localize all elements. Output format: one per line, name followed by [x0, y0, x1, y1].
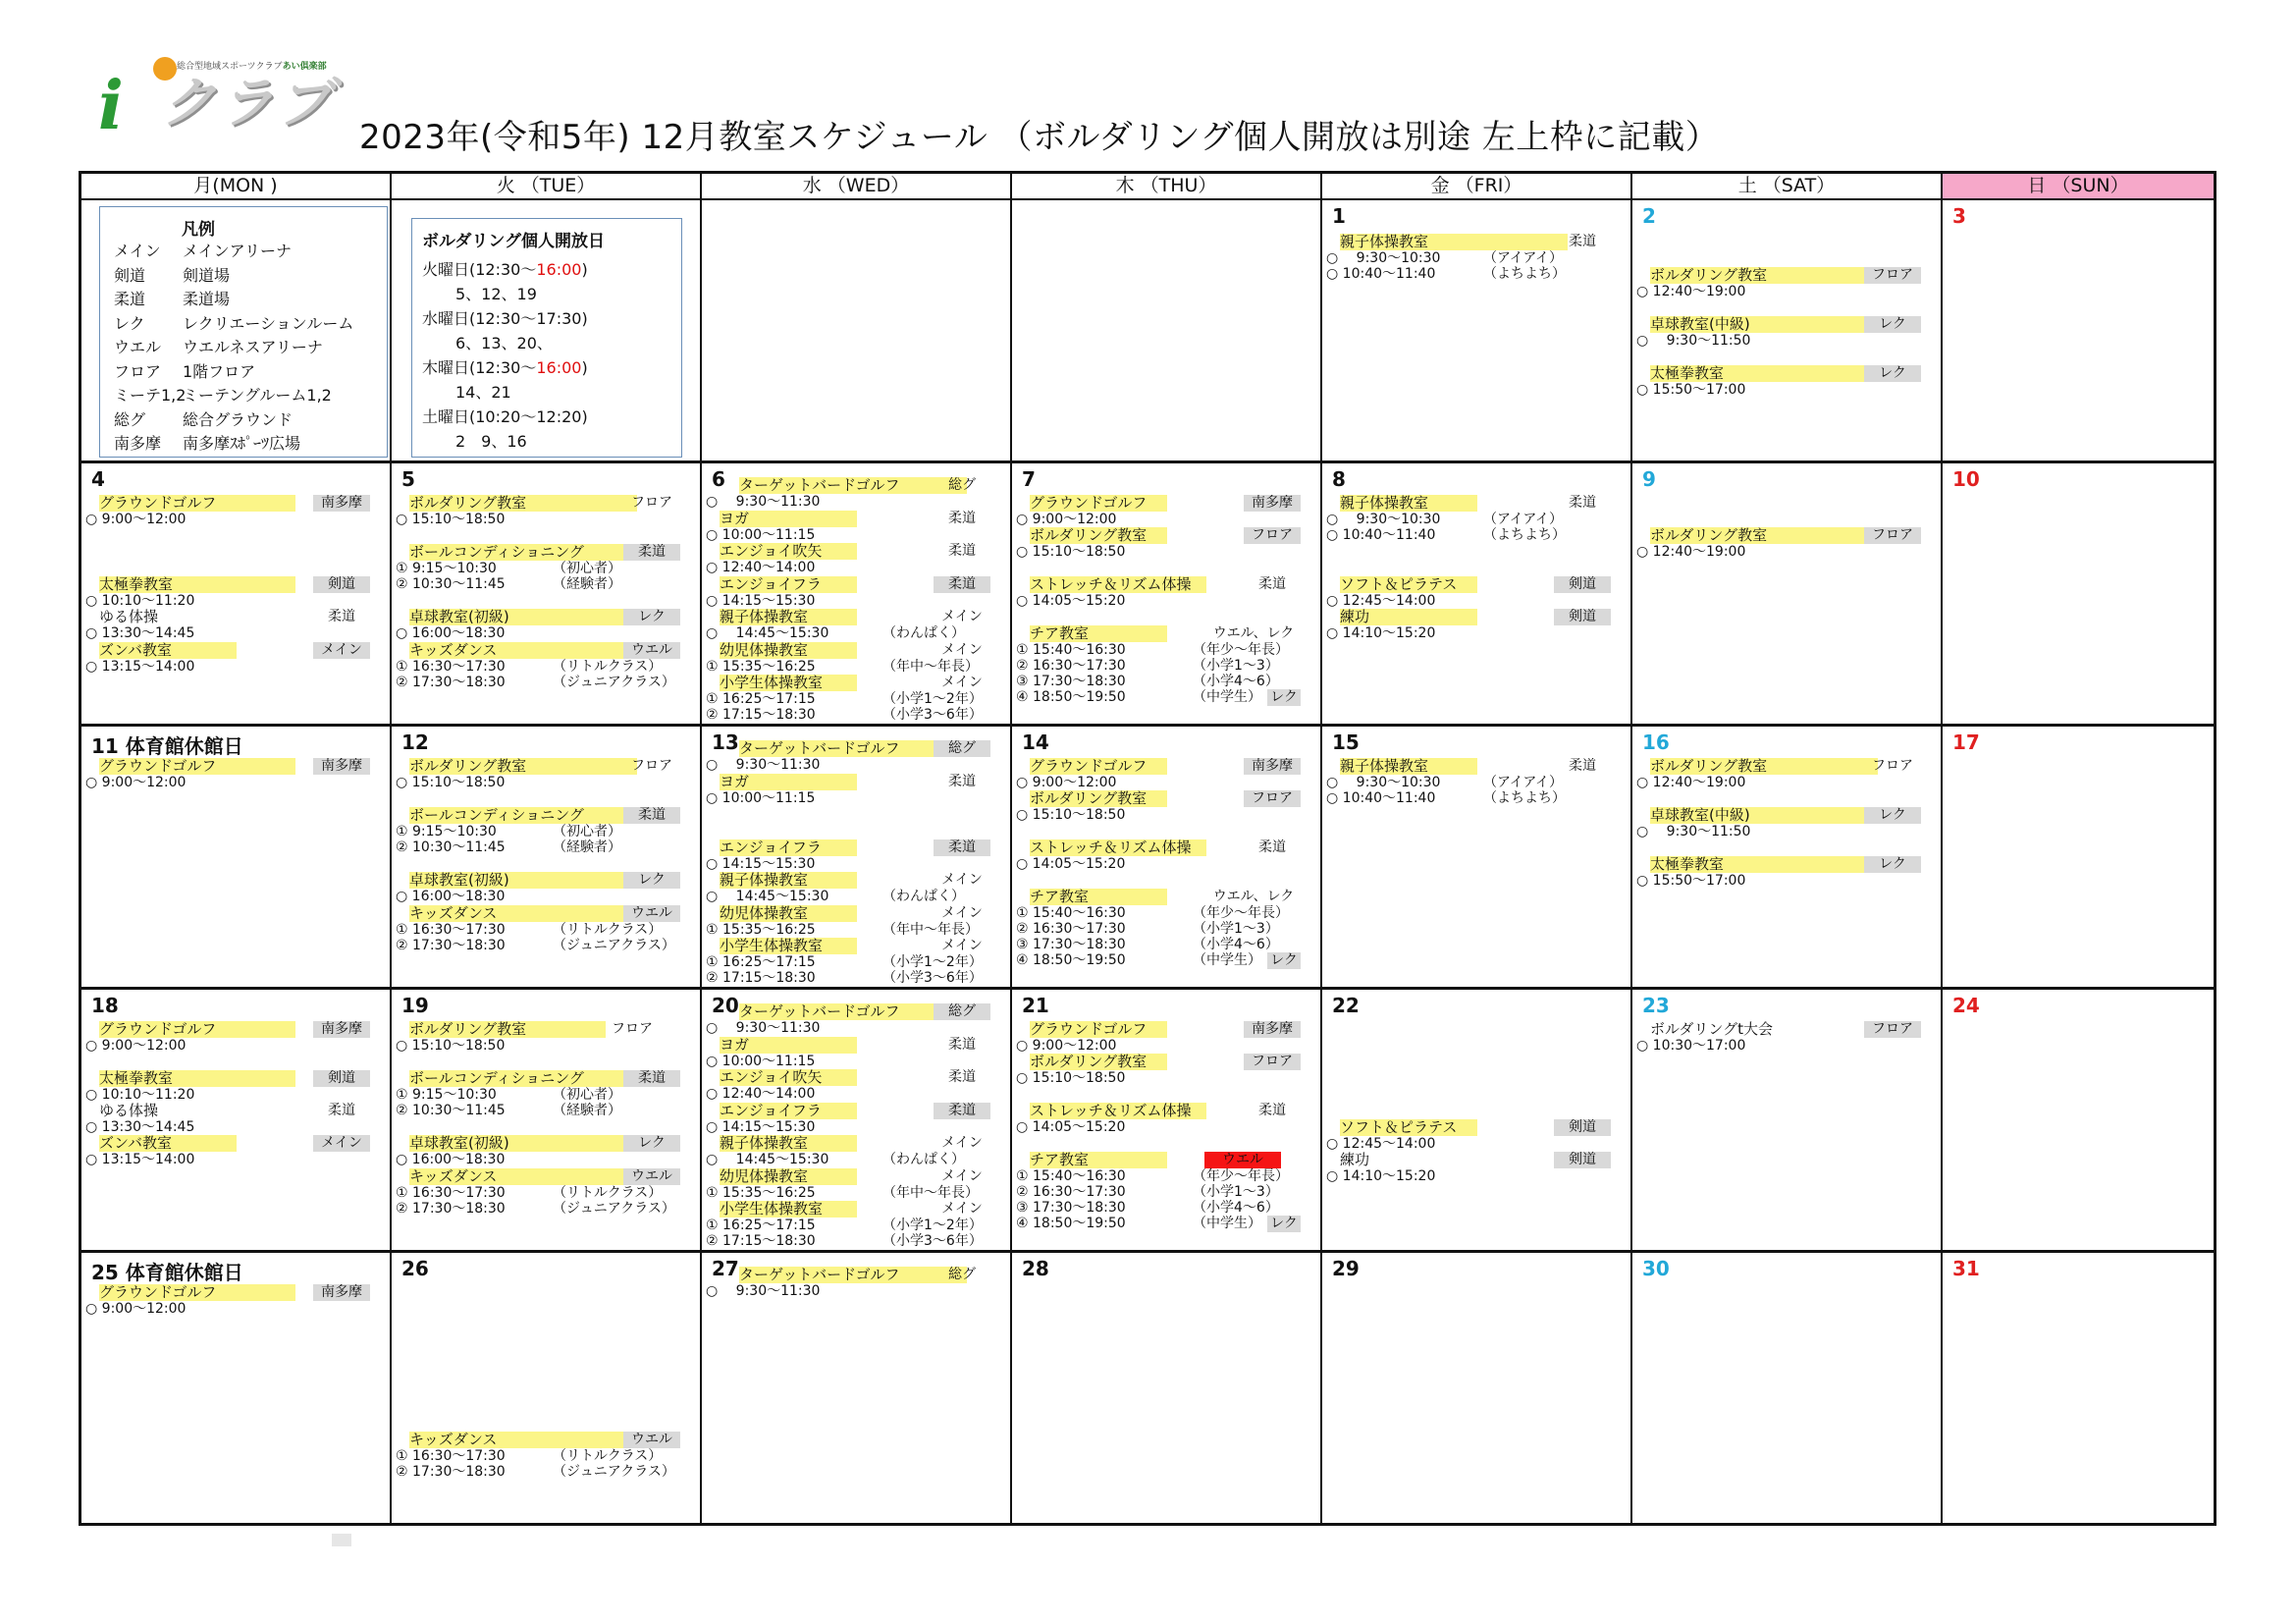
event-row: エンジョイフラ 柔道	[702, 576, 1010, 593]
logo-tagline: 総合型地域スポーツクラブあい倶楽部	[177, 62, 327, 72]
event-time: ○ 13:15～14:00	[85, 659, 195, 675]
event-time: ○ 9:00～12:00	[1016, 775, 1117, 790]
event-time: ② 10:30～11:45 （経験者）	[396, 1103, 621, 1118]
bouldering-dates: 6、13、20、	[455, 334, 553, 352]
event-time: ④ 18:50～19:50 （中学生）	[1016, 689, 1261, 705]
event-row: チア教室 ウエル	[1012, 1152, 1320, 1168]
day-cell	[1012, 1253, 1322, 1523]
event-time: ④ 18:50～19:50 （中学生）	[1016, 952, 1261, 968]
cell-empty	[1012, 200, 1322, 463]
event-row: 幼児体操教室 メイン	[720, 905, 983, 922]
event-row: 太極拳教室 レク	[1632, 365, 1941, 382]
event-row: 卓球教室(初級) レク	[392, 872, 700, 889]
page-title: 2023年(令和5年) 12月教室スケジュール （ボルダリング個人開放は別途 左上枠に記載）	[359, 118, 1720, 157]
event-time: ○ 15:50～17:00	[1636, 382, 1746, 398]
event-time: ② 16:30～17:30 （小学1～3）	[1016, 658, 1279, 674]
event-time: ○ 15:10～18:50	[1016, 1070, 1126, 1086]
day-number: 4	[91, 467, 105, 491]
event-time: ○ 9:30～11:30	[706, 1020, 821, 1036]
event-row: ターゲットバードゴルフ 総グ	[739, 477, 976, 494]
event-row: エンジョイフラ 柔道	[702, 1103, 1010, 1119]
day-number: 26	[401, 1257, 429, 1280]
event-time: ○ 9:30～10:30 （アイアイ）	[1326, 250, 1564, 266]
event-time: ○ 12:40～19:00	[1636, 284, 1746, 299]
event-row: ボルダリング教室 フロア	[1012, 790, 1320, 807]
day-number: 11 体育館休館日	[91, 734, 243, 758]
event-time: ③ 17:30～18:30 （小学4～6）	[1016, 674, 1279, 689]
day-cell	[1632, 990, 1943, 1253]
day-number: 25 体育館休館日	[91, 1261, 243, 1284]
legend-row: フロア 1階フロア	[114, 361, 256, 381]
day-number: 14	[1022, 731, 1049, 754]
logo-mark: i	[98, 67, 124, 145]
day-number: 28	[1022, 1257, 1049, 1280]
event-time: ③ 17:30～18:30 （小学4～6）	[1016, 1200, 1279, 1216]
event-row: 卓球教室(初級) レク	[392, 609, 700, 625]
event-time: ① 16:30～17:30 （リトルクラス）	[396, 1185, 663, 1201]
event-time: ② 17:15～18:30 （小学3～6年）	[706, 707, 983, 723]
event-row: エンジョイ吹矢 柔道	[720, 543, 976, 560]
event-time: ① 9:15～10:30 （初心者）	[396, 561, 621, 576]
event-time: ○ 15:50～17:00	[1636, 873, 1746, 889]
event-row: グラウンドゴルフ 南多摩	[1012, 495, 1320, 512]
event-time: ○ 9:00～12:00	[85, 1301, 187, 1317]
event-row: グラウンドゴルフ 南多摩	[81, 1021, 390, 1038]
event-time: ○ 14:45～15:30 （わんぱく）	[706, 1152, 965, 1167]
event-time: ① 15:35～16:25 （年中～年長）	[706, 922, 979, 938]
event-row: キッズダンス ウエル	[392, 905, 700, 922]
event-row: グラウンドゴルフ 南多摩	[1012, 758, 1320, 775]
event-time: ○ 14:15～15:30	[706, 856, 816, 872]
event-row: ズンバ教室 メイン	[81, 642, 390, 659]
event-time: ○ 13:30～14:45	[85, 1119, 195, 1135]
day-cell	[81, 727, 392, 990]
day-cell	[81, 463, 392, 727]
event-time: ③ 17:30～18:30 （小学4～6）	[1016, 937, 1279, 952]
event-time: ○ 14:05～15:20	[1016, 856, 1126, 872]
day-cell	[1943, 990, 2214, 1253]
day-number: 31	[1952, 1257, 1980, 1280]
event-row: グラウンドゴルフ 南多摩	[81, 1284, 390, 1301]
day-cell	[1943, 200, 2214, 463]
event-time: ① 16:25～17:15 （小学1～2年）	[706, 954, 983, 970]
event-time: ○ 14:45～15:30 （わんぱく）	[706, 889, 965, 904]
bouldering-dates: 2 9、16	[455, 432, 527, 451]
event-row: ターゲットバードゴルフ 総グ	[702, 740, 1010, 757]
event-time: ① 15:40～16:30 （年少～年長）	[1016, 1168, 1289, 1184]
day-number: 18	[91, 994, 119, 1017]
day-number: 1	[1332, 204, 1346, 228]
legend-box	[99, 206, 388, 458]
event-row: 太極拳教室 レク	[1632, 856, 1941, 873]
day-cell	[1943, 463, 2214, 727]
day-cell	[1012, 463, 1322, 727]
event-time: ○ 13:15～14:00	[85, 1152, 195, 1167]
event-time: ○ 10:40～11:40 （よちよち）	[1326, 266, 1566, 282]
day-number: 13	[712, 731, 739, 754]
event-row: ストレッチ＆リズム体操 柔道	[1030, 576, 1286, 593]
event-time: ○ 9:30～10:30 （アイアイ）	[1326, 775, 1564, 790]
event-row: ボールコンディショニング 柔道	[392, 1070, 700, 1087]
event-time: ○ 10:00～11:15	[706, 790, 816, 806]
event-time: ② 10:30～11:45 （経験者）	[396, 576, 621, 592]
event-time: ○ 14:10～15:20	[1326, 1168, 1436, 1184]
event-time: ○ 12:45～14:00	[1326, 593, 1436, 609]
day-number: 8	[1332, 467, 1346, 491]
event-time: ○ 16:00～18:30	[396, 889, 506, 904]
legend-row: 剣道 剣道場	[114, 265, 231, 285]
event-row: ボルダリング教室 フロア	[1012, 1054, 1320, 1070]
event-row: ゆる体操 柔道	[99, 1103, 355, 1119]
event-time: ○ 14:10～15:20	[1326, 625, 1436, 641]
event-row: 小学生体操教室 メイン	[720, 675, 983, 691]
day-number: 16	[1642, 731, 1670, 754]
event-time: ○ 12:40～19:00	[1636, 544, 1746, 560]
day-number: 19	[401, 994, 429, 1017]
event-time: ○ 12:40～14:00	[706, 1086, 816, 1102]
event-time: ② 17:15～18:30 （小学3～6年）	[706, 970, 983, 986]
event-time: ① 16:30～17:30 （リトルクラス）	[396, 922, 663, 938]
event-row: 練功 剣道	[1322, 609, 1630, 625]
day-number: 29	[1332, 1257, 1360, 1280]
event-row: ボールコンディショニング 柔道	[392, 807, 700, 824]
club-logo	[98, 55, 363, 149]
event-time: ○ 9:00～12:00	[1016, 1038, 1117, 1054]
event-time: ○ 12:45～14:00	[1326, 1136, 1436, 1152]
cell-legend	[81, 200, 392, 463]
event-row: 幼児体操教室 メイン	[720, 1168, 983, 1185]
event-time: ② 10:30～11:45 （経験者）	[396, 839, 621, 855]
day-number: 17	[1952, 731, 1980, 754]
bouldering-day: 水曜日(12:30～17:30)	[422, 309, 588, 328]
event-time: ○ 10:40～11:40 （よちよち）	[1326, 790, 1566, 806]
day-number: 15	[1332, 731, 1360, 754]
event-row: 親子体操教室 柔道	[1340, 495, 1596, 512]
bouldering-day: 火曜日(12:30～16:00)	[422, 260, 588, 279]
event-row: 練功 剣道	[1322, 1152, 1630, 1168]
event-time: ① 15:40～16:30 （年少～年長）	[1016, 642, 1289, 658]
event-row: 幼児体操教室 メイン	[720, 642, 983, 659]
day-number: 23	[1642, 994, 1670, 1017]
event-time: ○ 14:05～15:20	[1016, 593, 1126, 609]
bouldering-day: 土曜日(10:20～12:20)	[422, 407, 588, 426]
event-time: ○ 12:40～19:00	[1636, 775, 1746, 790]
event-time: ② 17:15～18:30 （小学3～6年）	[706, 1233, 983, 1249]
event-row: ターゲットバードゴルフ 総グ	[702, 1003, 1010, 1020]
event-time: ○ 9:30～11:30	[706, 1283, 821, 1299]
event-row: 親子体操教室 メイン	[720, 1135, 983, 1152]
day-number: 2	[1642, 204, 1656, 228]
event-time: ○ 14:15～15:30	[706, 1119, 816, 1135]
event-row: グラウンドゴルフ 南多摩	[81, 758, 390, 775]
event-time: ② 17:30～18:30 （ジュニアクラス）	[396, 1201, 675, 1217]
event-row: ソフト＆ピラテス 剣道	[1322, 576, 1630, 593]
event-time: ① 16:30～17:30 （リトルクラス）	[396, 659, 663, 675]
event-time: ○ 10:10～11:20	[85, 1087, 195, 1103]
day-cell	[702, 727, 1012, 990]
day-number: 22	[1332, 994, 1360, 1017]
event-time: ○ 10:00～11:15	[706, 1054, 816, 1069]
day-number: 10	[1952, 467, 1980, 491]
day-cell	[1943, 727, 2214, 990]
event-time: ① 15:35～16:25 （年中～年長）	[706, 659, 979, 675]
day-number: 5	[401, 467, 415, 491]
day-cell	[1322, 727, 1632, 990]
event-row: キッズダンス ウエル	[392, 642, 700, 659]
event-row: 卓球教室(中級) レク	[1632, 807, 1941, 824]
event-time: ○ 10:10～11:20	[85, 593, 195, 609]
day-cell	[1322, 1253, 1632, 1523]
event-row: ズンバ教室 メイン	[81, 1135, 390, 1152]
day-cell	[1322, 200, 1632, 463]
event-time: ① 9:15～10:30 （初心者）	[396, 824, 621, 839]
legend-title: 凡例	[182, 220, 215, 240]
event-row: キッズダンス ウエル	[392, 1432, 700, 1448]
day-cell	[1632, 727, 1943, 990]
bouldering-box	[411, 218, 682, 458]
day-cell	[1632, 1253, 1943, 1523]
cell-empty	[702, 200, 1012, 463]
legend-row: レク レクリエーションルーム	[114, 313, 354, 333]
day-cell	[392, 463, 702, 727]
day-number: 6	[712, 467, 725, 491]
day-cell	[702, 990, 1012, 1253]
event-row: ボルダリング教室 フロア	[1012, 527, 1320, 544]
event-time: ○ 9:00～12:00	[85, 775, 187, 790]
legend-row: メイン メインアリーナ	[114, 242, 293, 260]
event-row: 小学生体操教室 メイン	[720, 1201, 983, 1218]
event-time: ○ 16:00～18:30	[396, 1152, 506, 1167]
event-row: 小学生体操教室 メイン	[720, 938, 983, 954]
bouldering-dates: 5、12、19	[455, 285, 537, 303]
event-time: ① 15:40～16:30 （年少～年長）	[1016, 905, 1289, 921]
event-time: ○ 9:30～11:50	[1636, 333, 1751, 349]
header-sat: 土 （SAT）	[1632, 174, 1943, 200]
event-row: キッズダンス ウエル	[392, 1168, 700, 1185]
day-number: 24	[1952, 994, 1980, 1017]
day-cell	[702, 1253, 1012, 1523]
event-row: ゆる体操 柔道	[99, 609, 355, 625]
event-time: ○ 9:30～11:50	[1636, 824, 1751, 839]
event-row: ターゲットバードゴルフ 総グ	[739, 1267, 976, 1283]
event-row: 親子体操教室 メイン	[720, 872, 983, 889]
event-row: エンジョイフラ 柔道	[702, 839, 1010, 856]
event-time: ○ 10:40～11:40 （よちよち）	[1326, 527, 1566, 543]
event-row: ボルダリング教室 フロア	[1650, 758, 1913, 775]
event-time: ○ 15:10～18:50	[1016, 544, 1126, 560]
day-cell	[1012, 990, 1322, 1253]
day-number: 9	[1642, 467, 1656, 491]
day-number: 20	[712, 994, 739, 1017]
cell-bouldering	[392, 200, 702, 463]
event-time: ○ 10:00～11:15	[706, 527, 816, 543]
day-cell	[392, 1253, 702, 1523]
event-row: 親子体操教室 柔道	[1340, 234, 1596, 250]
event-time: ○ 12:40～14:00	[706, 560, 816, 575]
header-thu: 木 （THU）	[1012, 174, 1322, 200]
legend-row: ミーテ1,2 ミーテングルーム1,2	[114, 386, 332, 405]
event-time: ② 17:30～18:30 （ジュニアクラス）	[396, 1464, 675, 1480]
event-time: ○ 10:30～17:00	[1636, 1038, 1746, 1054]
event-time: ① 16:25～17:15 （小学1～2年）	[706, 691, 983, 707]
event-row: 親子体操教室 メイン	[720, 609, 983, 625]
bouldering-title: ボルダリング個人開放日	[422, 232, 605, 251]
event-row: ヨガ 柔道	[720, 511, 976, 527]
event-time: ① 16:30～17:30 （リトルクラス）	[396, 1448, 663, 1464]
event-row: 親子体操教室 柔道	[1340, 758, 1596, 775]
event-time: ○ 9:00～12:00	[1016, 512, 1117, 527]
event-row: ストレッチ＆リズム体操 柔道	[1030, 839, 1286, 856]
day-number: 21	[1022, 994, 1049, 1017]
event-row: ストレッチ＆リズム体操 柔道	[1030, 1103, 1286, 1119]
day-number: 7	[1022, 467, 1036, 491]
day-cell	[81, 1253, 392, 1523]
event-row: 卓球教室(初級) レク	[392, 1135, 700, 1152]
event-row: ボルダリング教室 フロア	[409, 1021, 653, 1038]
event-row: ヨガ 柔道	[720, 774, 976, 790]
event-time: ○ 9:30～11:30	[706, 494, 821, 510]
event-row: 太極拳教室 剣道	[81, 1070, 390, 1087]
event-time: ① 15:35～16:25 （年中～年長）	[706, 1185, 979, 1201]
event-time: ○ 13:30～14:45	[85, 625, 195, 641]
room-tag: レク	[1012, 1216, 1320, 1232]
event-row: 太極拳教室 剣道	[81, 576, 390, 593]
event-time: ○ 16:00～18:30	[396, 625, 506, 641]
day-number: 12	[401, 731, 429, 754]
event-time: ○ 15:10～18:50	[1016, 807, 1126, 823]
day-cell	[1632, 463, 1943, 727]
day-cell	[1943, 1253, 2214, 1523]
event-time: ○ 15:10～18:50	[396, 512, 506, 527]
day-cell	[81, 990, 392, 1253]
legend-row: 南多摩 南多摩ｽﾎﾟｰﾂ広場	[114, 434, 301, 453]
event-time: ② 16:30～17:30 （小学1～3）	[1016, 1184, 1279, 1200]
header-mon: 月(MON )	[81, 174, 392, 200]
event-time: ○ 9:00～12:00	[85, 1038, 187, 1054]
event-time: ○ 9:30～10:30 （アイアイ）	[1326, 512, 1564, 527]
calendar-grid	[79, 171, 2216, 1526]
event-row: ヨガ 柔道	[720, 1037, 976, 1054]
day-cell	[392, 990, 702, 1253]
legend-row: 総グ 総合グラウンド	[114, 409, 294, 429]
gray-marker	[332, 1534, 351, 1546]
day-cell	[1322, 990, 1632, 1253]
header-wed: 水 （WED）	[702, 174, 1012, 200]
event-row: ボルダリング教室 フロア	[1632, 527, 1941, 544]
event-time: ○ 14:05～15:20	[1016, 1119, 1126, 1135]
event-row: ボルダリング教室 フロア	[409, 758, 672, 775]
event-row: ボルダリング教室 フロア	[1632, 267, 1941, 284]
day-cell	[702, 463, 1012, 727]
event-time: ○ 15:10～18:50	[396, 1038, 506, 1054]
event-time: ② 17:30～18:30 （ジュニアクラス）	[396, 938, 675, 953]
bouldering-dates: 14、21	[455, 383, 511, 402]
event-time: ○ 9:00～12:00	[85, 512, 187, 527]
event-row: グラウンドゴルフ 南多摩	[1012, 1021, 1320, 1038]
event-time: ① 9:15～10:30 （初心者）	[396, 1087, 621, 1103]
event-row: グラウンドゴルフ 南多摩	[81, 495, 390, 512]
legend-row: ウエル ウエルネスアリーナ	[114, 338, 323, 356]
legend-row: 柔道 柔道場	[114, 290, 231, 308]
day-number: 30	[1642, 1257, 1670, 1280]
event-time: ○ 9:30～11:30	[706, 757, 821, 773]
event-row: チア教室 ウエル、レク	[1030, 625, 1295, 642]
event-row: ソフト＆ピラテス 剣道	[1322, 1119, 1630, 1136]
event-row: ボルダリング教室 フロア	[409, 495, 672, 512]
day-cell	[392, 727, 702, 990]
day-cell	[1632, 200, 1943, 463]
event-row: ボルダリングt大会 フロア	[1632, 1021, 1941, 1038]
day-cell	[1322, 463, 1632, 727]
bouldering-day: 木曜日(12:30～16:00)	[422, 358, 588, 377]
day-number: 27	[712, 1257, 739, 1280]
event-time: ① 16:25～17:15 （小学1～2年）	[706, 1218, 983, 1233]
event-time: ② 17:30～18:30 （ジュニアクラス）	[396, 675, 675, 690]
event-row: エンジョイ吹矢 柔道	[720, 1069, 976, 1086]
day-cell	[1012, 727, 1322, 990]
event-time: ○ 14:15～15:30	[706, 593, 816, 609]
room-tag: レク	[1012, 952, 1320, 969]
event-time: ○ 15:10～18:50	[396, 775, 506, 790]
event-row: 卓球教室(中級) レク	[1632, 316, 1941, 333]
room-tag: レク	[1012, 689, 1320, 706]
logo-wordmark: クラブ	[161, 72, 335, 135]
event-row: ボールコンディショニング 柔道	[392, 544, 700, 561]
event-time: ② 16:30～17:30 （小学1～3）	[1016, 921, 1279, 937]
header-fri: 金 （FRI）	[1322, 174, 1632, 200]
day-number: 3	[1952, 204, 1966, 228]
header-tue: 火 （TUE）	[392, 174, 702, 200]
header-sun: 日 （SUN）	[1943, 174, 2214, 200]
event-row: チア教室 ウエル、レク	[1030, 889, 1295, 905]
event-time: ④ 18:50～19:50 （中学生）	[1016, 1216, 1261, 1231]
event-time: ○ 14:45～15:30 （わんぱく）	[706, 625, 965, 641]
